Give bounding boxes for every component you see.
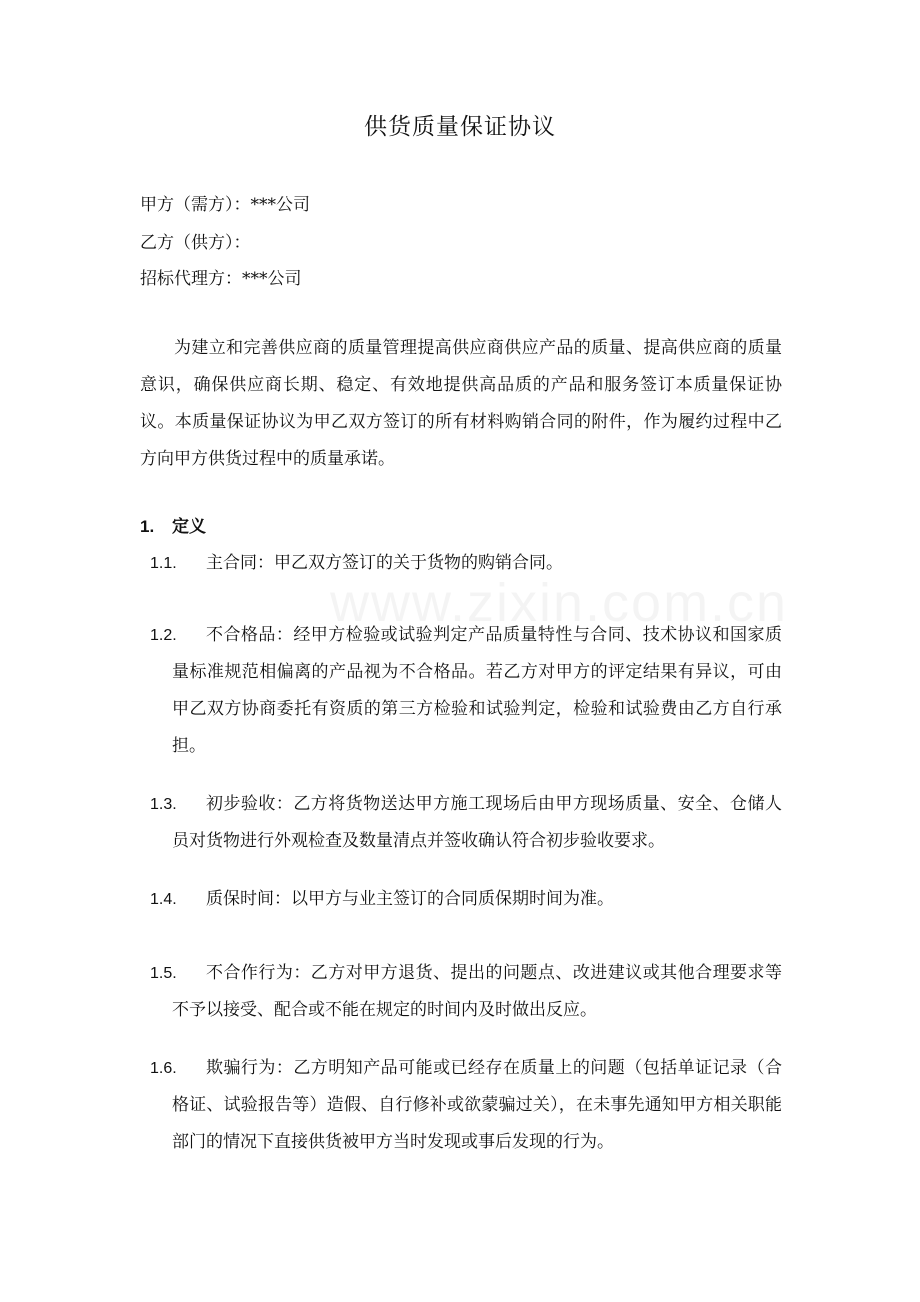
item-number: 1.6. (150, 1060, 177, 1077)
definition-item (150, 881, 782, 918)
section-number: 1. (140, 517, 155, 536)
item-text: 不合作行为：乙方对甲方退货、提出的问题点、改进建议或其他合理要求等不予以接受、配合或不能在规定的时间内及时做出反应。 (172, 963, 782, 1020)
section-heading (140, 512, 206, 537)
item-number: 1.1. (150, 555, 177, 572)
definition-item (150, 786, 782, 860)
item-text: 不合格品：经甲方检验或试验判定产品质量特性与合同、技术协议和国家质量标准规范相偏离的产品视为不合格品。若乙方对甲方的评定结果有异议，可由甲乙双方协商委托有资质的第三方检验和试验判定，检验和试验费由乙方自行承担。 (172, 625, 782, 756)
definition-item (150, 545, 782, 582)
item-number: 1.2. (150, 627, 177, 644)
definition-item (150, 955, 782, 1029)
section-title: 定义 (172, 517, 206, 537)
item-text: 质保时间：以甲方与业主签订的合同质保期时间为准。 (206, 889, 614, 909)
definition-item (150, 617, 782, 765)
item-text: 欺骗行为：乙方明知产品可能或已经存在质量上的问题（包括单证记录（合格证、试验报告等）造假、自行修补或欲蒙骗过关），在未事先通知甲方相关职能部门的情况下直接供货被甲方当时发现或事后发现的行为。 (172, 1058, 782, 1152)
party-a: 甲方（需方）：***公司 (140, 195, 310, 215)
item-number: 1.4. (150, 891, 177, 908)
party-b: 乙方（供方）： (140, 233, 251, 253)
item-text: 初步验收：乙方将货物送达甲方施工现场后由甲方现场质量、安全、仓储人员对货物进行外观检查及数量清点并签收确认符合初步验收要求。 (172, 794, 782, 851)
definition-item (150, 1050, 782, 1161)
item-number: 1.5. (150, 965, 177, 982)
bidding-agent: 招标代理方：***公司 (140, 269, 302, 289)
item-number: 1.3. (150, 796, 177, 813)
intro-paragraph: 为建立和完善供应商的质量管理提高供应商供应产品的质量、提高供应商的质量意识，确保供应商长期、稳定、有效地提供高品质的产品和服务签订本质量保证协议。本质量保证协议为甲乙双方签订的所有材料购销合同的附件，作为履约过程中乙方向甲方供货过程中的质量承诺。 (140, 338, 782, 469)
document-title: 供货质量保证协议 (364, 114, 556, 140)
item-text: 主合同：甲乙双方签订的关于货物的购销合同。 (206, 553, 563, 573)
